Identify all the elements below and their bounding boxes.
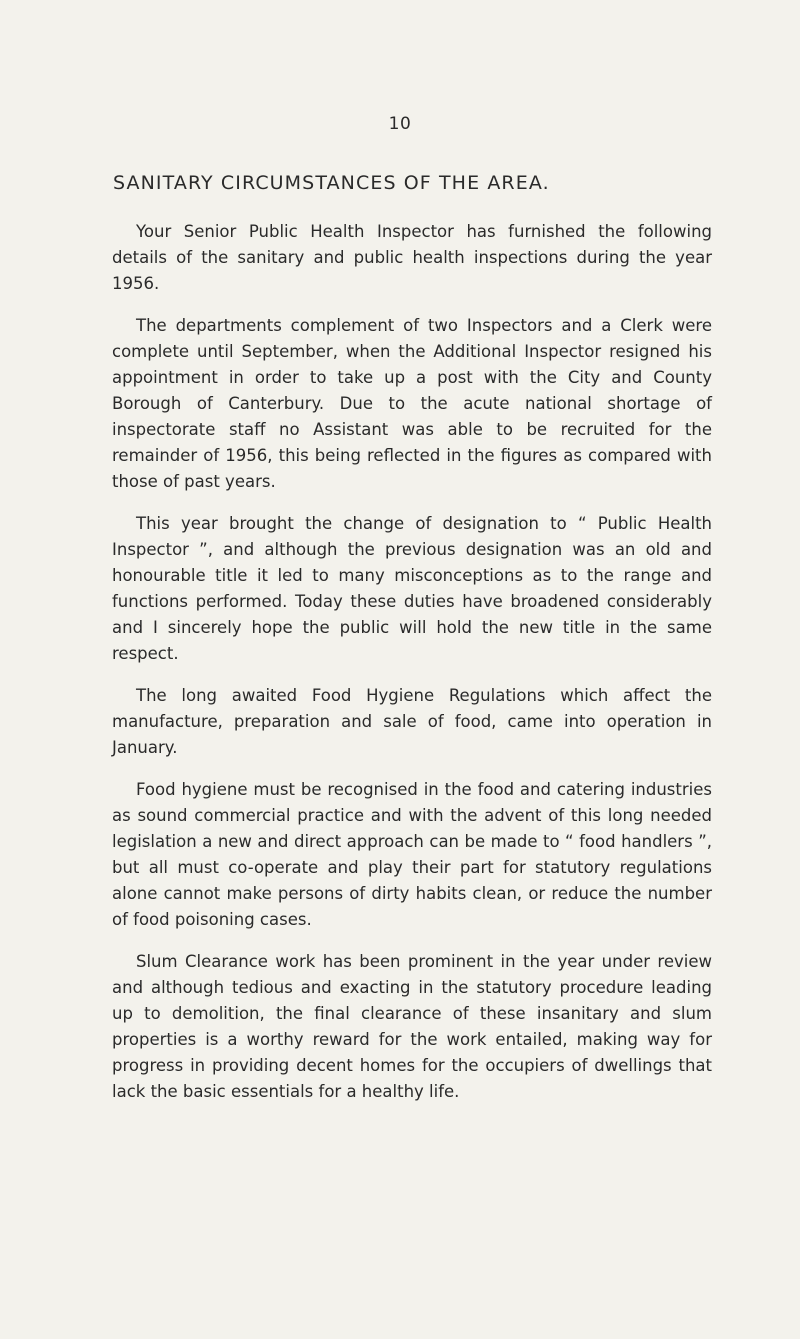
paragraph-food-hygiene-regulations: The long awaited Food Hygiene Regulations which affect the manufacture, preparation and sale of food, came into operation in January. [112, 686, 712, 757]
paragraph-slum-clearance: Slum Clearance work has been prominent in the year under review and although tedious and exacting in the statutory procedure leading up to demolition, the final clearance of these insanitary and slum properties is a worthy reward for the work entailed, making way for progress in providing decent homes for the occupiers of dwellings that lack the basic essentials for a healthy life. [112, 952, 712, 1101]
body-text [112, 219, 712, 1121]
page-number: 10 [388, 114, 412, 134]
paragraph-inspector-report: Your Senior Public Health Inspector has furnished the following details of the sanitary and public health inspections during the year 1956. [112, 222, 712, 293]
paragraph-designation: This year brought the change of designation to “ Public Health Inspector ”, and although the previous designation was an old and honourable title it led to many misconceptions as to the range and functions performed. Today these duties have broadened considerably and I sincerely hope the public will hold the new title in the same respect. [112, 514, 712, 663]
section-heading: SANITARY CIRCUMSTANCES OF THE AREA. [113, 172, 550, 194]
paragraph-food-hygiene: Food hygiene must be recognised in the food and catering industries as sound commercial practice and with the advent of this long needed legislation a new and direct approach can be made to “ food handlers ”, but all must co-operate and play their part for statutory regulations alone cannot make persons of dirty habits clean, or reduce the number of food poisoning cases. [112, 780, 712, 929]
paragraph-staffing: The departments complement of two Inspectors and a Clerk were complete until September, when the Additional Inspector resigned his appointment in order to take up a post with the City and County Borough of Canterbury. Due to the acute national shortage of inspectorate staff no Assistant was able to be recruited for the remainder of 1956, this being reflected in the figures as compared with those of past years. [112, 316, 712, 491]
